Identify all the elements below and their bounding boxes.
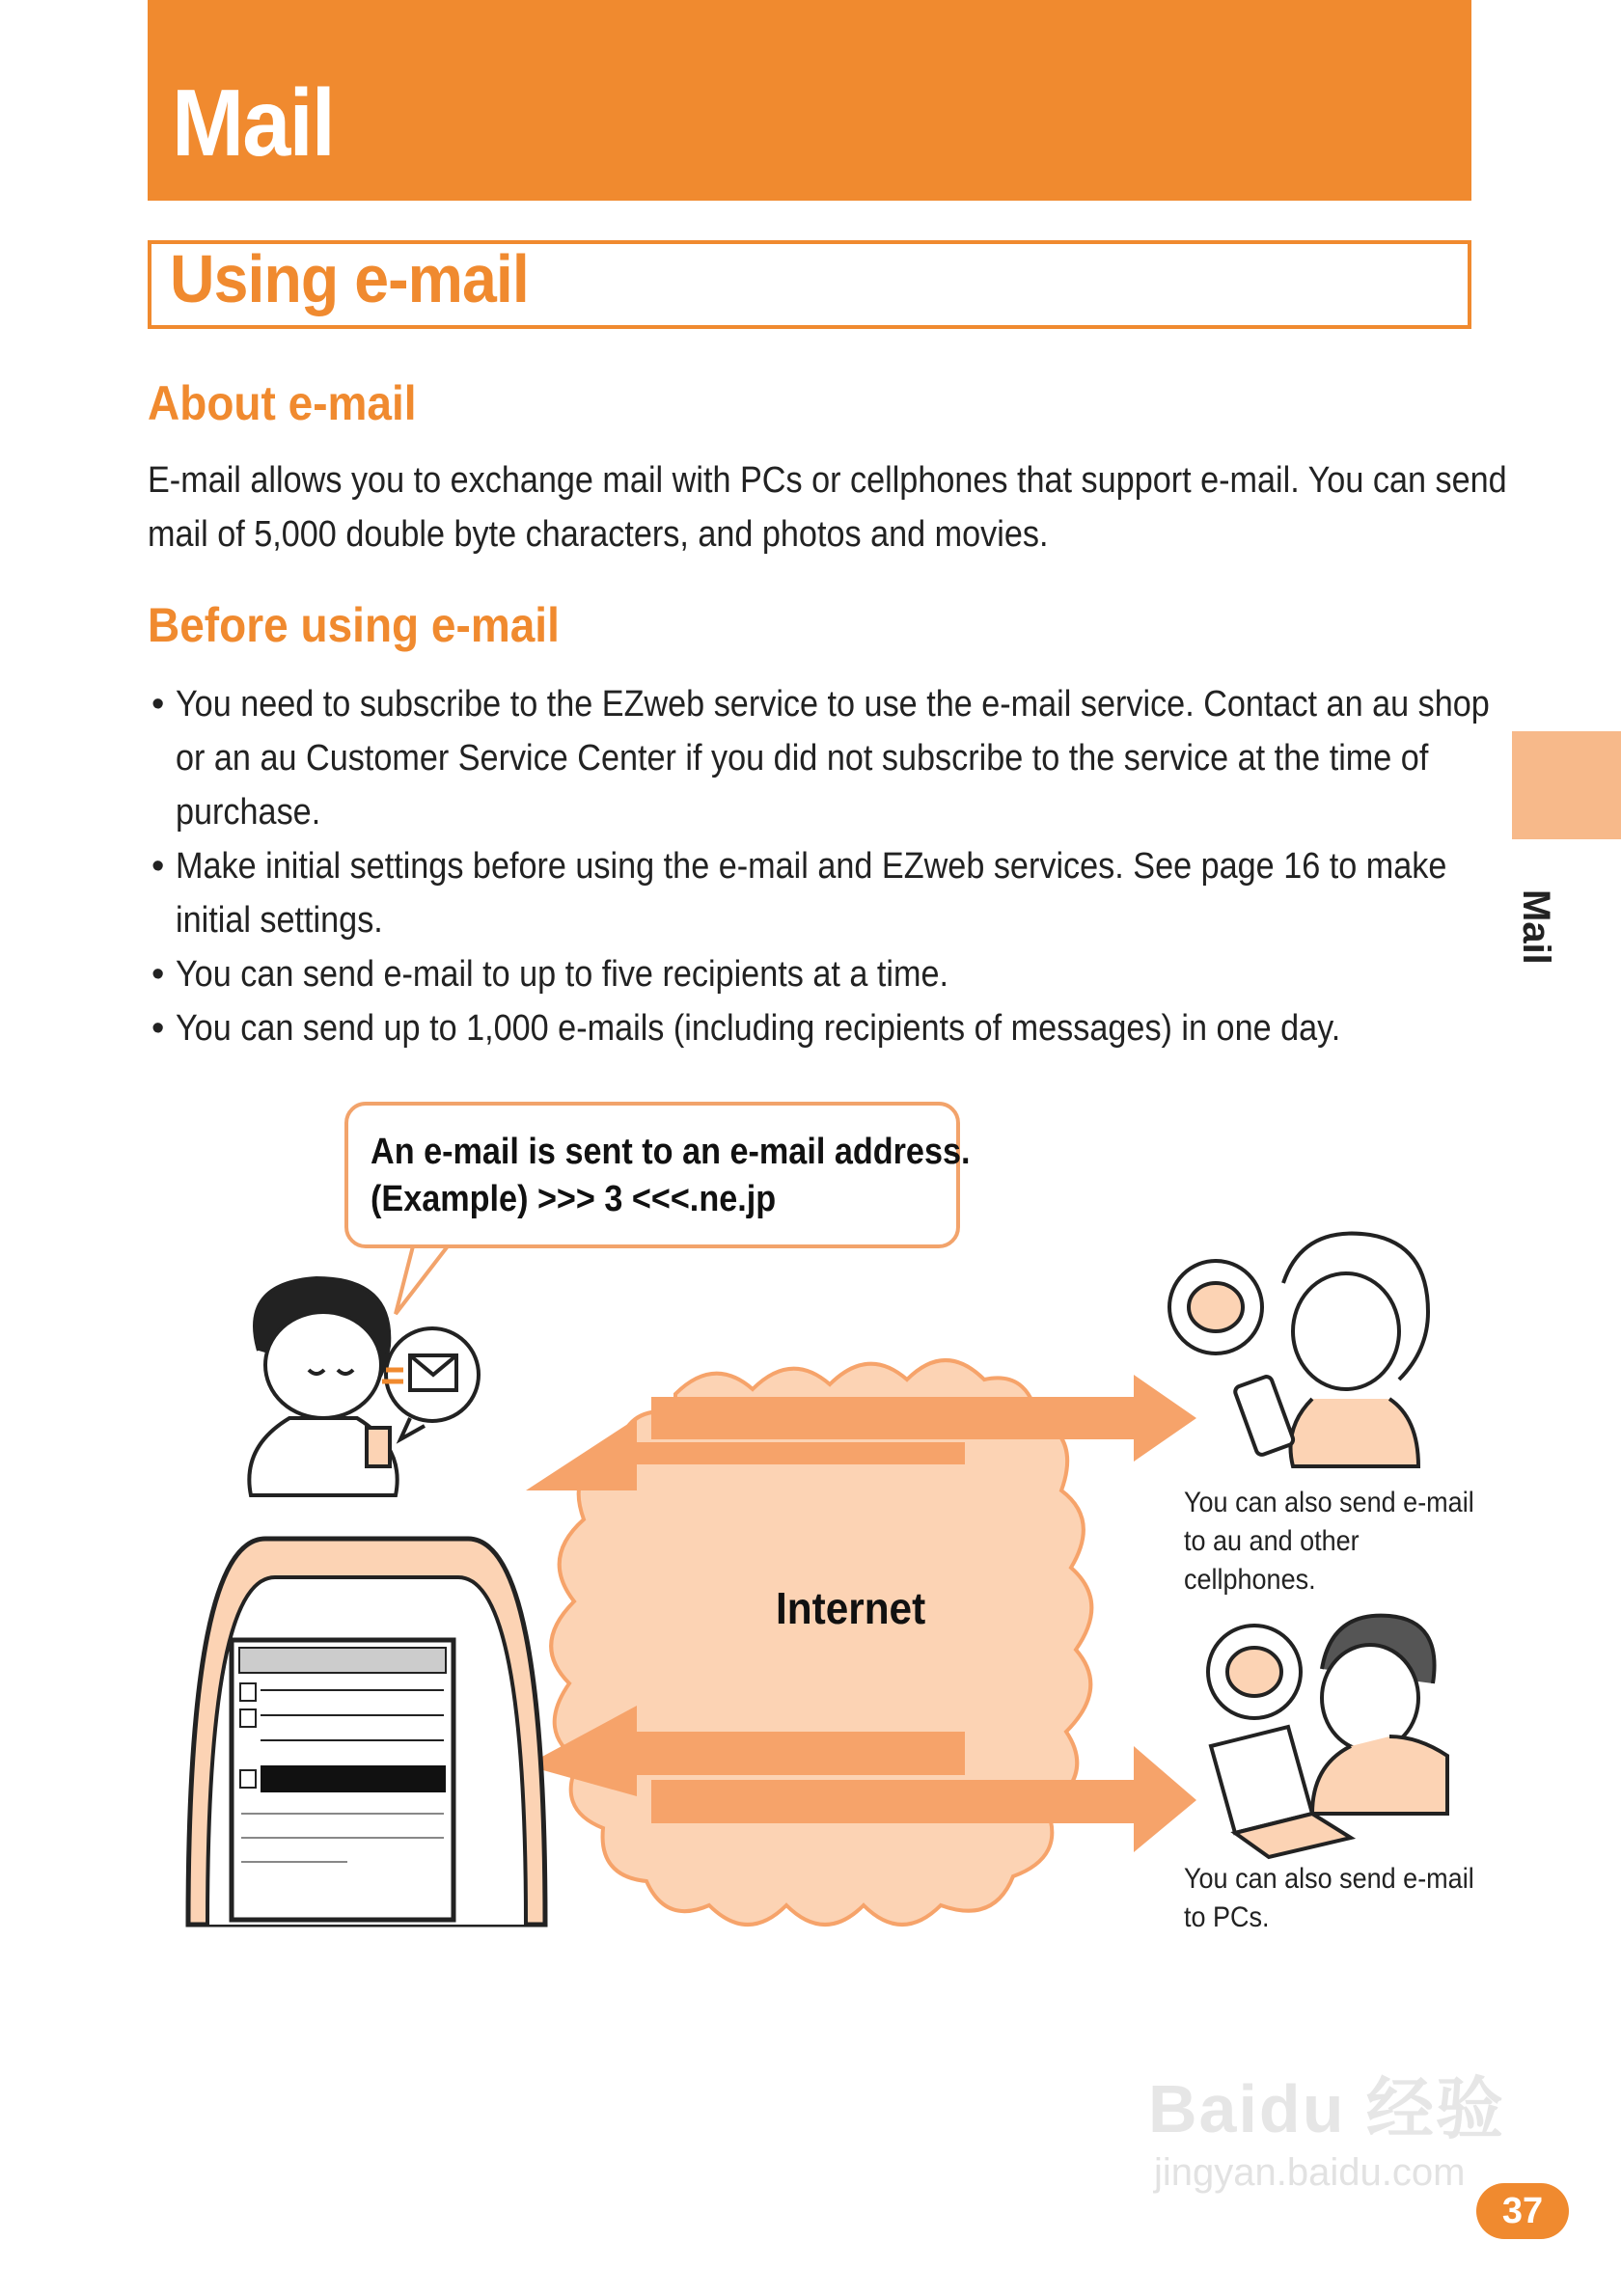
caption-phone-line-1: You can also send e-mail bbox=[1184, 1487, 1474, 1518]
caption-phone-line-3: cellphones. bbox=[1184, 1564, 1316, 1596]
about-text-line-2: mail of 5,000 double byte characters, and photos and movies. bbox=[148, 514, 1049, 555]
bullet-text: Make initial settings before using the e-mail and EZweb services. See page 16 to make bbox=[176, 846, 1447, 887]
envelope-icon bbox=[382, 1328, 479, 1439]
about-text-line-1: E-mail allows you to exchange mail with PCs or cellphones that support e-mail. You can send bbox=[148, 460, 1507, 501]
girl-sender-illustration bbox=[249, 1278, 397, 1495]
watermark-url: jingyan.baidu.com bbox=[1154, 2151, 1466, 2194]
page-number: 37 bbox=[1476, 2183, 1569, 2239]
bullet-text: You can send e-mail to up to five recipients at a time. bbox=[176, 954, 948, 995]
section-title: Using e-mail bbox=[170, 241, 529, 316]
bullet-marker: • bbox=[151, 846, 165, 887]
bullet-marker: • bbox=[151, 684, 165, 724]
caption-pc-line-2: to PCs. bbox=[1184, 1901, 1270, 1933]
caption-phone-line-2: to au and other bbox=[1184, 1525, 1360, 1557]
bullet-text: initial settings. bbox=[176, 900, 383, 941]
speech-bubble bbox=[344, 1102, 960, 1248]
bubble-text-line-2: (Example) >>> 3 <<<.ne.jp bbox=[371, 1179, 777, 1219]
bubble-text-line-1: An e-mail is sent to an e-mail address. bbox=[371, 1132, 971, 1172]
internet-label: Internet bbox=[776, 1583, 926, 1633]
bubble-tail bbox=[396, 1239, 453, 1314]
about-heading: About e-mail bbox=[148, 376, 417, 430]
bullet-text: You can send up to 1,000 e-mails (including recipients of messages) in one day. bbox=[176, 1008, 1341, 1049]
bullet-text: You need to subscribe to the EZweb service to use the e-mail service. Contact an au shop bbox=[176, 684, 1490, 724]
bullet-text: purchase. bbox=[176, 792, 321, 833]
bullet-text: or an au Customer Service Center if you did not subscribe to the service at the time of bbox=[176, 738, 1429, 779]
page-title: Mail bbox=[172, 69, 334, 176]
woman-cellphone-illustration bbox=[1169, 1234, 1428, 1466]
bullet-marker: • bbox=[151, 954, 165, 995]
before-heading: Before using e-mail bbox=[148, 598, 560, 652]
caption-pc-line-1: You can also send e-mail bbox=[1184, 1863, 1474, 1895]
side-tab-label: Mail bbox=[1515, 889, 1557, 965]
watermark: Baidu 经验 bbox=[1148, 2071, 1505, 2146]
man-pc-illustration bbox=[1208, 1616, 1447, 1857]
bullet-marker: • bbox=[151, 1008, 165, 1049]
phone-illustration bbox=[188, 1539, 545, 1925]
